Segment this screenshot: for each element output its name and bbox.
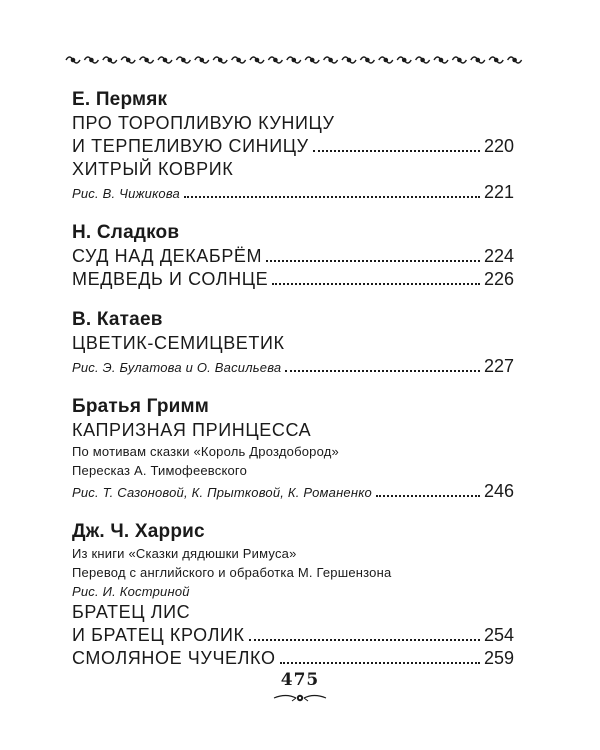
ornament-motif xyxy=(342,57,356,63)
page-number: 475 xyxy=(280,670,320,690)
entry-title: КАПРИЗНАЯ ПРИНЦЕССА xyxy=(72,420,312,440)
toc-entry xyxy=(72,563,514,582)
toc-entry xyxy=(72,245,514,268)
ornament-motif xyxy=(213,57,227,63)
ornament-motif xyxy=(379,57,393,63)
ornament-motif xyxy=(416,57,430,63)
ornament-motif xyxy=(434,57,448,63)
entry-title: И БРАТЕЦ КРОЛИК xyxy=(72,625,245,645)
entry-title: СУД НАД ДЕКАБРЁМ xyxy=(72,246,263,266)
ornament-motif xyxy=(66,57,80,63)
entry-note: Из книги «Сказки дядюшки Римуса» xyxy=(72,546,297,561)
ornament-motif xyxy=(121,57,135,63)
entry-note: Перевод с английского и обработка М. Гершензона xyxy=(72,565,392,580)
entry-page-number: 246 xyxy=(483,481,514,501)
section-author: Н. Сладков xyxy=(72,222,180,243)
toc-entry xyxy=(72,544,514,563)
flourish-icon xyxy=(270,692,330,704)
toc-entry xyxy=(72,135,514,158)
toc-section xyxy=(72,395,514,503)
entry-page-number: 227 xyxy=(483,356,514,376)
dot-leader xyxy=(272,283,480,285)
entry-note: Рис. Э. Булатова и О. Васильева xyxy=(72,360,282,375)
entry-page-number: 221 xyxy=(483,182,514,202)
entry-note: Пересказ А. Тимофеевского xyxy=(72,463,248,478)
entry-title: И ТЕРПЕЛИВУЮ СИНИЦУ xyxy=(72,136,309,156)
ornament-motif xyxy=(305,57,319,63)
dot-leader xyxy=(249,639,480,641)
toc-entry xyxy=(72,480,514,503)
entry-page-number: 254 xyxy=(483,625,514,645)
toc-entry xyxy=(72,601,514,624)
entry-note: Рис. В. Чижикова xyxy=(72,186,180,201)
toc-entry xyxy=(72,582,514,601)
toc-entry xyxy=(72,624,514,647)
entry-title: ЦВЕТИК-СЕМИЦВЕТИК xyxy=(72,333,285,353)
toc-entry xyxy=(72,158,514,181)
toc-entry xyxy=(72,647,514,670)
ornament-motif xyxy=(452,57,466,63)
toc-entry xyxy=(72,355,514,378)
dot-leader xyxy=(313,150,480,152)
ornament-motif xyxy=(471,57,485,63)
toc-entry xyxy=(72,419,514,442)
ornament-motif xyxy=(268,57,282,63)
entry-page-number: 226 xyxy=(483,269,514,289)
toc-section xyxy=(72,308,514,378)
dot-leader xyxy=(266,260,480,262)
entry-note: Рис. И. Костриной xyxy=(72,584,190,599)
entry-title: ПРО ТОРОПЛИВУЮ КУНИЦУ xyxy=(72,113,335,133)
ornament-border xyxy=(64,52,524,68)
dot-leader xyxy=(376,495,480,497)
section-author: В. Катаев xyxy=(72,309,163,330)
ornament-motif xyxy=(232,57,246,63)
toc-section xyxy=(72,221,514,291)
ornament-motif xyxy=(324,57,338,63)
entry-title: БРАТЕЦ ЛИС xyxy=(72,602,191,622)
ornament-motif xyxy=(397,57,411,63)
ornament-motif xyxy=(508,57,522,63)
entry-page-number: 259 xyxy=(483,648,514,668)
dot-leader xyxy=(280,662,480,664)
toc-entry xyxy=(72,461,514,480)
ornament-motif xyxy=(158,57,172,63)
ornament-motif xyxy=(250,57,264,63)
entry-note: По мотивам сказки «Король Дроздобород» xyxy=(72,444,339,459)
toc-entry xyxy=(72,268,514,291)
ornament-motif xyxy=(84,57,98,63)
entry-title: СМОЛЯНОЕ ЧУЧЕЛКО xyxy=(72,648,276,668)
toc-entry xyxy=(72,442,514,461)
dot-leader xyxy=(285,370,480,372)
ornament-motif xyxy=(360,57,374,63)
entry-page-number: 224 xyxy=(483,246,514,266)
ornament-motif xyxy=(140,57,154,63)
entry-page-number: 220 xyxy=(483,136,514,156)
ornament-motif xyxy=(287,57,301,63)
entry-note: Рис. Т. Сазоновой, К. Прытковой, К. Романенко xyxy=(72,485,372,500)
table-of-contents xyxy=(72,88,514,687)
ornament-motif xyxy=(489,57,503,63)
toc-section xyxy=(72,88,514,204)
toc-section xyxy=(72,520,514,670)
section-author: Е. Пермяк xyxy=(72,89,168,110)
dot-leader xyxy=(184,196,480,198)
ornament-motif xyxy=(195,57,209,63)
section-author: Дж. Ч. Харрис xyxy=(72,521,205,542)
ornament-motif xyxy=(103,57,117,63)
toc-entry xyxy=(72,332,514,355)
ornament-motif xyxy=(176,57,190,63)
toc-entry xyxy=(72,112,514,135)
section-author: Братья Гримм xyxy=(72,396,210,417)
toc-entry xyxy=(72,181,514,204)
page-footer xyxy=(0,670,600,704)
entry-title: МЕДВЕДЬ И СОЛНЦЕ xyxy=(72,269,269,289)
entry-title: ХИТРЫЙ КОВРИК xyxy=(72,159,234,179)
